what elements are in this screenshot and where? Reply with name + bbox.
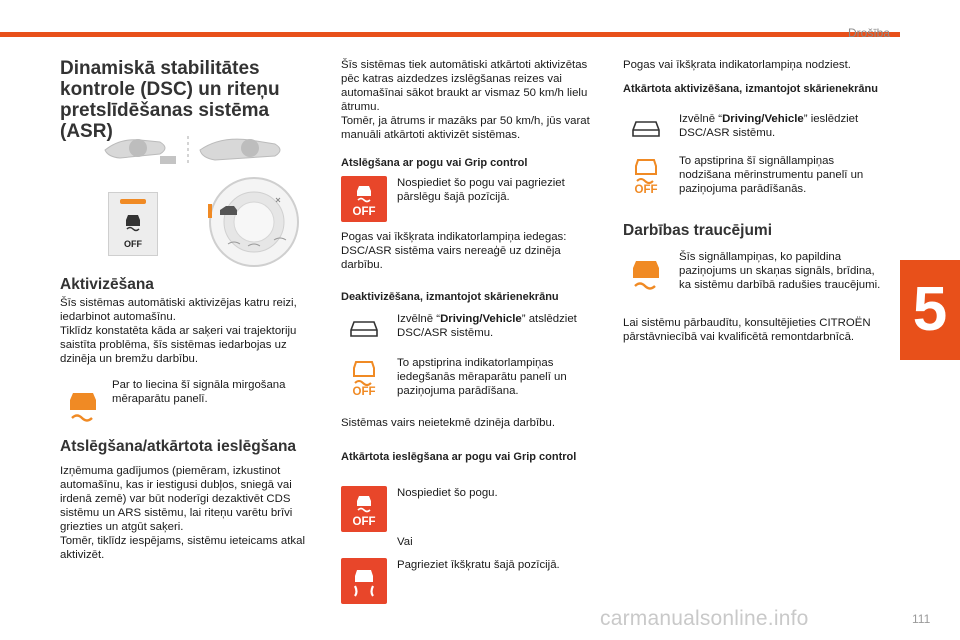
no-effect-text: Sistēmas vairs neietekmē dzinēja darbību.	[341, 417, 555, 429]
reactivate-button-row	[341, 486, 597, 532]
grip-result-text: Pogas vai īkšķrata indikatorlampiņa iedegas: DSC/ASR sistēma vairs nereaģē uz dzinēja darbību.	[341, 231, 567, 271]
car-outline-icon-2	[623, 112, 669, 142]
button-off-text: OFF	[124, 239, 142, 249]
chapter-number: 5	[912, 275, 948, 344]
touch-on-confirm-row	[623, 154, 885, 200]
touch-on-suffix: ” ieslēdziet DSC/ASR sistēmu.	[679, 113, 859, 139]
heading-touch-off: Deaktivizēšana, izmantojot skārienekrānu	[341, 291, 559, 303]
grip-press-text: Nospiediet šo pogu vai pagrieziet pārslēgu šajā pozīcijā.	[397, 177, 565, 203]
reactivate-press-text: Nospiediet šo pogu.	[397, 487, 498, 499]
touch-off-confirm-row	[341, 356, 597, 402]
grip-control-dial	[204, 176, 304, 268]
turn-wheel-text: Pagrieziet īkšķratu šajā pozīcijā.	[397, 559, 560, 571]
heading-atslegsana: Atslēgšana/atkārtota ieslēgšana	[60, 438, 297, 455]
esp-off-label: OFF	[352, 206, 376, 218]
lamp-off-label: OFF	[352, 386, 376, 398]
malfunction-body: Lai sistēmu pārbaudītu, konsultējieties CITROËN pārstāvniecībā vai kvalificētā remontdarbnīcā.	[623, 317, 871, 343]
aktivizesana-lamp-text: Par to liecina šī signāla mirgošana mēraparātu panelī.	[112, 379, 286, 405]
esp-off-button-icon	[341, 176, 387, 222]
esp-malfunction-lamp-icon	[623, 252, 669, 298]
touch-off-select-text	[397, 312, 593, 340]
lamp-off-text: Pogas vai īkšķrata indikatorlampiņa nodziest.	[623, 59, 851, 71]
touch-off-confirm-text: To apstiprina indikatorlampiņas iedegšanās mēraparātu panelī un paziņojuma parādīšana.	[397, 357, 567, 397]
turn-wheel-row	[341, 558, 597, 604]
malfunction-lamp-row	[623, 250, 885, 298]
touch-on-row	[623, 112, 885, 142]
esp-off-button-icon-2	[341, 486, 387, 532]
heading-aktivizesana: Aktivizēšana	[60, 276, 154, 293]
car-outline-icon	[341, 312, 387, 342]
esp-off-lamp-icon-2	[623, 154, 669, 200]
touch-off-suffix: ” atslēdziet DSC/ASR sistēmu.	[397, 313, 577, 339]
page-number: 111	[912, 612, 931, 626]
heading-reactivate-button: Atkārtota ieslēgšana ar pogu vai Grip control	[341, 451, 577, 463]
dashboard-illustration	[100, 130, 300, 170]
touch-on-confirm-text: To apstiprina šī signāllampiņas nodzišana mērinstrumentu panelī un paziņojuma parādīšanās.	[679, 155, 864, 195]
touch-off-menu: Driving/Vehicle	[440, 313, 522, 325]
watermark: carmanualsonline.info	[600, 607, 809, 630]
esp-warning-lamp-icon	[60, 384, 106, 430]
skid-car-icon	[121, 210, 145, 234]
touch-on-menu: Driving/Vehicle	[722, 113, 804, 125]
touch-off-row	[341, 312, 597, 342]
esp-off-label-2: OFF	[352, 516, 376, 528]
or-text: Vai	[397, 536, 413, 548]
header-accent-bar	[0, 32, 900, 37]
aktivizesana-body: Šīs sistēmas automātiski aktivizējas katru reizi, iedarbinot automašīnu. Tiklīdz konstatēta kāda ar saķeri vai trajektoriju saistīta problēma, šīs sistēmas iedarbojas uz dzinēja un bremžu darbību.	[60, 297, 297, 365]
lamp-row-aktivizesana	[60, 378, 330, 430]
malfunction-lamp-text: Šīs signāllampiņas, ko papildina paziņojums un skaņas signāls, brīdina, ka sistēmu darbībā radušies traucējumi.	[679, 251, 881, 291]
grip-off-row	[341, 176, 597, 222]
lamp-off-label-2: OFF	[634, 184, 658, 196]
touch-on-select-text	[679, 112, 883, 140]
heading-malfunction: Darbības traucējumi	[623, 222, 773, 239]
grip-mode-icon	[341, 558, 387, 604]
heading-grip-off: Atslēgšana ar pogu vai Grip control	[341, 157, 528, 169]
touch-on-prefix: Izvēlnē “	[679, 113, 723, 125]
page-title: Dinamiskā stabilitātes kontrole (DSC) un riteņu pretslīdēšanas sistēma (ASR)	[60, 58, 280, 142]
heading-touch-on: Atkārtota aktivizēšana, izmantojot skārienekrānu	[623, 83, 878, 95]
esp-button-illustration	[108, 192, 158, 256]
atslegsana-body: Izņēmuma gadījumos (piemēram, izkustinot automašīnu, kas ir iestigusi dubļos, sniegā vai irdenā zemē) var būt noderīgi dezaktivēt CDS sistēmu un ARS sistēmu, lai riteņu varētu brīvi griezties un atgūt saķeri. Tomēr, tiklīdz iespējams, sistēmu ieteicams atkal aktivizēt.	[60, 465, 305, 561]
esp-off-lamp-icon	[341, 356, 387, 402]
section-name: Drošība	[848, 26, 891, 40]
reactivation-intro: Šīs sistēmas tiek automātiski atkārtoti aktivizētas pēc katras aizdedzes izslēgšanas reizes vai automašīnai sākot braukt ar vismaz 50 km/h lielu ātrumu. Tomēr, ja ātrums ir mazāks par 50 km/h, jūs varat manuāli atkārtoti aktivizēt sistēmas.	[341, 59, 590, 141]
button-indicator-led	[120, 199, 146, 204]
touch-off-prefix: Izvēlnē “	[397, 313, 441, 325]
